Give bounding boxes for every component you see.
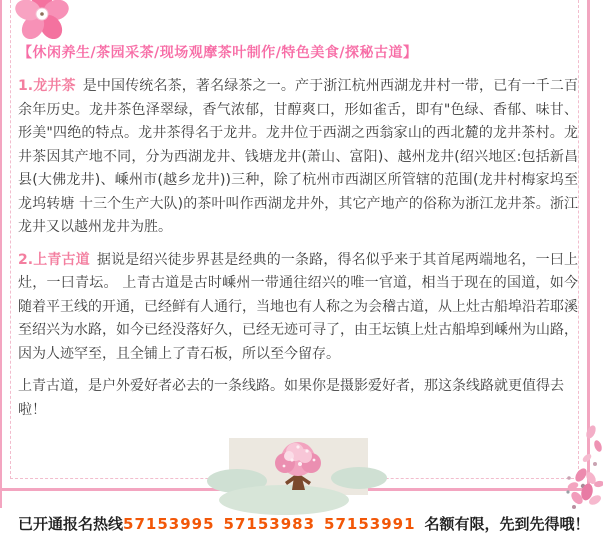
hotline-number-3: 57153991 [324,515,416,533]
scattered-petals-decoration-icon [525,420,603,508]
section-label-longjing: 1.龙井茶 [18,78,76,94]
section-label-shangqing: 2.上青古道 [18,251,90,268]
hotline-suffix: 名额有限，先到先得哦！ [424,515,590,533]
section-body-longjing: 是中国传统名茶，著名绿茶之一。产于浙江杭州西湖龙井村一带，已有一千二百余年历史。龙井茶色泽翠绿，香气浓郁，甘醇爽口，形如雀舌，即有"色绿、香郁、味甘、形美"四绝的特点。龙井茶得名于龙井。龙井位于西湖之西翁家山的西北麓的龙井茶村。龙井茶因其产地不同，分为西湖龙井、钱塘龙井(萧山、富阳)、越州龙井(绍兴地区:包括新昌县(大佛龙井)、嵊州市(越乡龙井))三种，除了杭州市西湖区所管辖的范围(龙井村梅家坞至龙坞转塘 十三个生产大队)的茶叶叫作西湖龙井外，其它产地产的俗称为浙江龙井茶。浙江龙井又以越州龙井为胜。 [18,78,578,235]
section-shangqing-road [18,249,578,367]
content-area [18,44,590,534]
section-longjing-tea [18,75,578,240]
hotline-number-2: 57153983 [223,515,316,533]
page-title: 【休闲养生/茶园采茶/现场观摩茶叶制作/特色美食/探秘古道】 [18,45,418,61]
hotline-banner [18,514,590,534]
section-body-shangqing: 据说是绍兴徒步界甚是经典的一条路，得名似乎来于其首尾两端地名，一曰上灶，一曰青坛。 上青古道是古时嵊州一带通往绍兴的唯一官道，相当于现在的国道，如今随着平王线的开通，已经鲜有人通行，当地也有人称之为会稽古道，从上灶古船埠沿若耶溪至绍兴为水路，如今已经没落好久，已经无迹可寻了，由王坛镇上灶古船埠到嵊州为山路，因为人迹罕至，且全铺上了青石板，所以至今留存。 [18,251,578,362]
hotline-number-1: 57153995 [123,515,215,533]
cherry-blossom-tree-illustration [229,438,368,495]
note-text: 上青古道，是户外爱好者必去的一条线路。如果你是摄影爱好者，那这条线路就更值得去啦！ [18,378,564,418]
hotline-prefix: 已开通报名热线 [18,515,124,533]
illustration-wrapper [18,438,578,499]
outer-border-left [0,0,2,508]
outer-border-right [587,0,590,492]
pink-flower-icon [14,0,70,42]
